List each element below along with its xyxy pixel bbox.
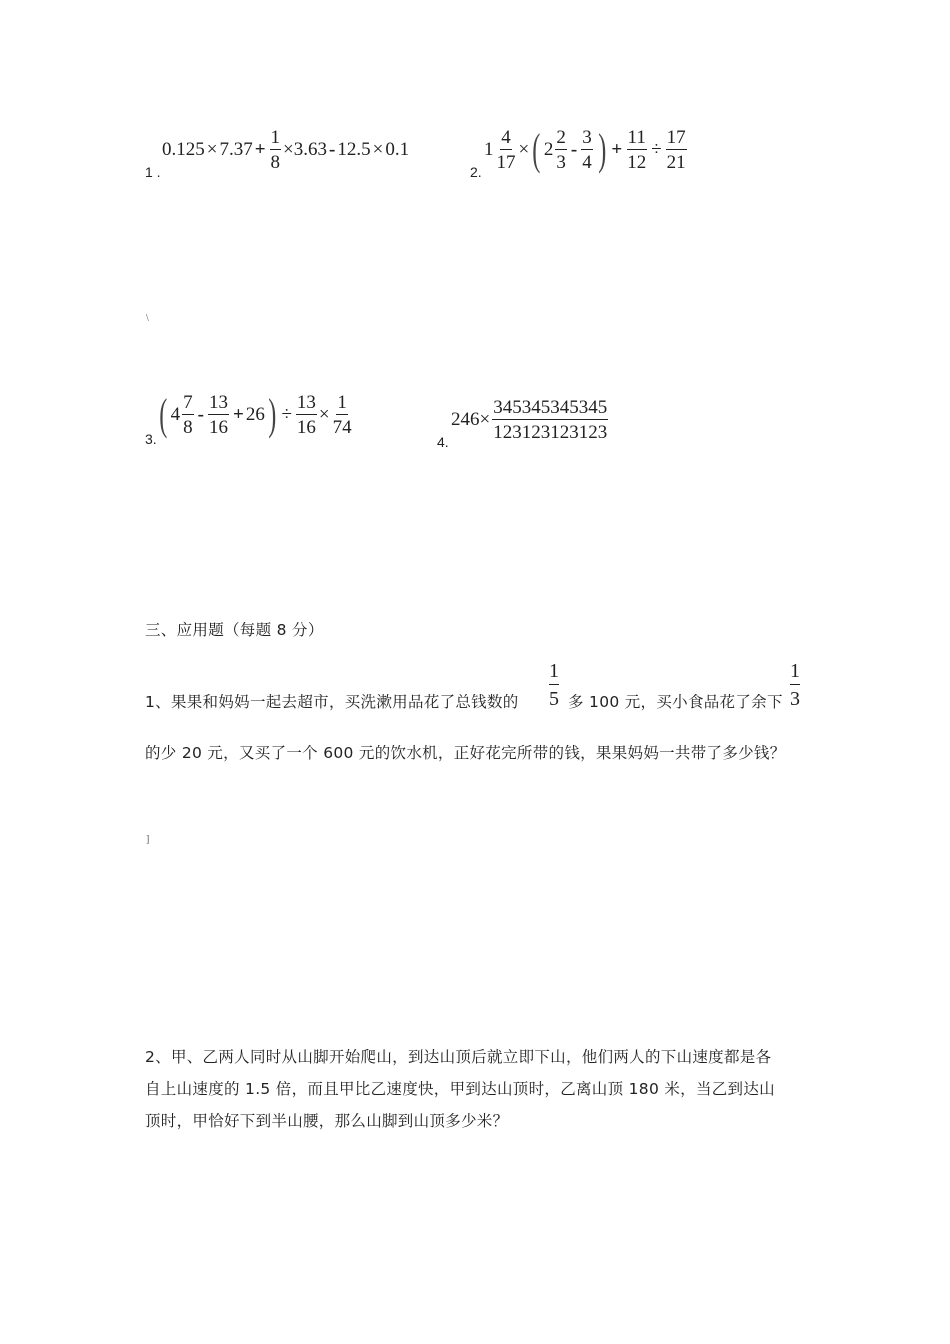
plus-sign: + [232, 404, 244, 425]
p3-fraction-2 [208, 393, 229, 437]
question-1-line2: 的少 20 元，又买了一个 600 元的饮水机，正好花完所带的钱，果果妈妈一共带了多少钱？ [145, 744, 786, 762]
question-1-fraction-2 [790, 661, 800, 709]
fraction-num: 7 [183, 392, 193, 413]
fraction-den: 123123123123 [493, 422, 608, 443]
p1-d: 12.5 [337, 139, 371, 160]
left-paren: ( [532, 125, 541, 174]
times-sign: × [479, 409, 491, 430]
fraction-num: 3 [582, 127, 592, 148]
minus-sign: - [197, 404, 204, 425]
p1-e: 0.1 [385, 139, 410, 160]
fraction-num: 13 [208, 392, 228, 413]
fraction-den: 5 [549, 688, 559, 710]
times-sign: × [518, 139, 530, 160]
right-paren: ) [268, 390, 277, 439]
fraction-den: 12 [627, 152, 647, 173]
question-2-line2: 自上山速度的 1.5 倍，而且甲比乙速度快，甲到达山顶时，乙离山顶 180 米，当乙到达山 [145, 1080, 775, 1098]
p2-whole-1: 1 [484, 139, 494, 160]
fraction-den: 3 [556, 152, 566, 173]
divide-sign: ÷ [651, 139, 662, 160]
problem-1-label: 1 . [145, 164, 161, 180]
p3-n: 26 [245, 404, 265, 425]
problem-3-label: 3. [145, 431, 157, 447]
fraction-num: 1 [549, 661, 559, 685]
fraction-den: 74 [332, 417, 352, 438]
question-2-line3: 顶时，甲恰好下到半山腰，那么山脚到山顶多少米？ [145, 1112, 509, 1130]
times-sign: × [283, 139, 294, 160]
p4-fraction [492, 398, 608, 442]
section-3-title: 三、应用题（每题 8 分） [145, 621, 324, 639]
fraction-num: 345345345345 [493, 397, 608, 418]
problem-4-expression [451, 398, 610, 442]
problem-1-expression [162, 128, 409, 172]
times-sign: × [206, 139, 218, 160]
p3-fraction-4 [332, 393, 353, 437]
fraction-den: 4 [582, 152, 592, 173]
question-1-fraction-1 [549, 661, 559, 709]
plus-sign: + [254, 139, 266, 160]
problem-3-expression [156, 390, 355, 439]
stray-mark: \ [146, 313, 149, 324]
minus-sign: - [329, 139, 336, 160]
p1-b: 7.37 [219, 139, 253, 160]
times-sign: × [318, 404, 330, 425]
times-sign: × [372, 139, 384, 160]
fraction-den: 16 [296, 417, 316, 438]
fraction-num: 13 [296, 392, 316, 413]
p2-fraction-2 [555, 128, 567, 172]
fraction-num: 4 [501, 127, 511, 148]
fraction-num: 1 [337, 392, 347, 413]
divide-sign: ÷ [281, 404, 292, 425]
problem-4-label: 4. [437, 434, 449, 450]
fraction-den: 8 [183, 417, 193, 438]
fraction-num: 11 [627, 127, 646, 148]
p2-whole-2: 2 [543, 139, 554, 160]
p2-fraction-5 [666, 128, 687, 172]
fraction-num: 1 [790, 661, 800, 685]
p2-fraction-1 [496, 128, 517, 172]
p2-fraction-3 [581, 128, 593, 172]
p1-c: 3.63 [293, 139, 328, 160]
question-1-part2: 多 100 元，买小食品花了余下 [568, 693, 783, 711]
fraction-den: 17 [496, 152, 516, 173]
fraction-num: 17 [666, 127, 686, 148]
question-1-part1: 1、果果和妈妈一起去超市，买洗漱用品花了总钱数的 [145, 693, 519, 711]
question-2-line1: 2、甲、乙两人同时从山脚开始爬山，到达山顶后就立即下山，他们两人的下山速度都是各 [145, 1048, 772, 1066]
right-paren: ) [598, 125, 607, 174]
fraction-den: 16 [208, 417, 228, 438]
left-paren: ( [159, 390, 168, 439]
p1-fraction [270, 128, 282, 172]
problem-2-expression [484, 125, 689, 174]
p1-fraction-den: 8 [270, 152, 281, 173]
p4-a: 246 [451, 409, 480, 430]
p3-whole-1: 4 [170, 404, 181, 425]
fraction-den: 21 [666, 152, 686, 173]
p1-a: 0.125 [162, 139, 205, 160]
p2-fraction-4 [626, 128, 647, 172]
plus-sign: + [611, 139, 623, 160]
stray-mark: ] [146, 834, 150, 845]
p3-fraction-3 [296, 393, 317, 437]
fraction-den: 3 [790, 688, 800, 710]
problem-2-label: 2. [470, 164, 482, 180]
minus-sign: - [570, 139, 578, 160]
p1-fraction-num: 1 [270, 127, 281, 148]
p3-fraction-1 [182, 393, 194, 437]
fraction-num: 2 [556, 127, 566, 148]
